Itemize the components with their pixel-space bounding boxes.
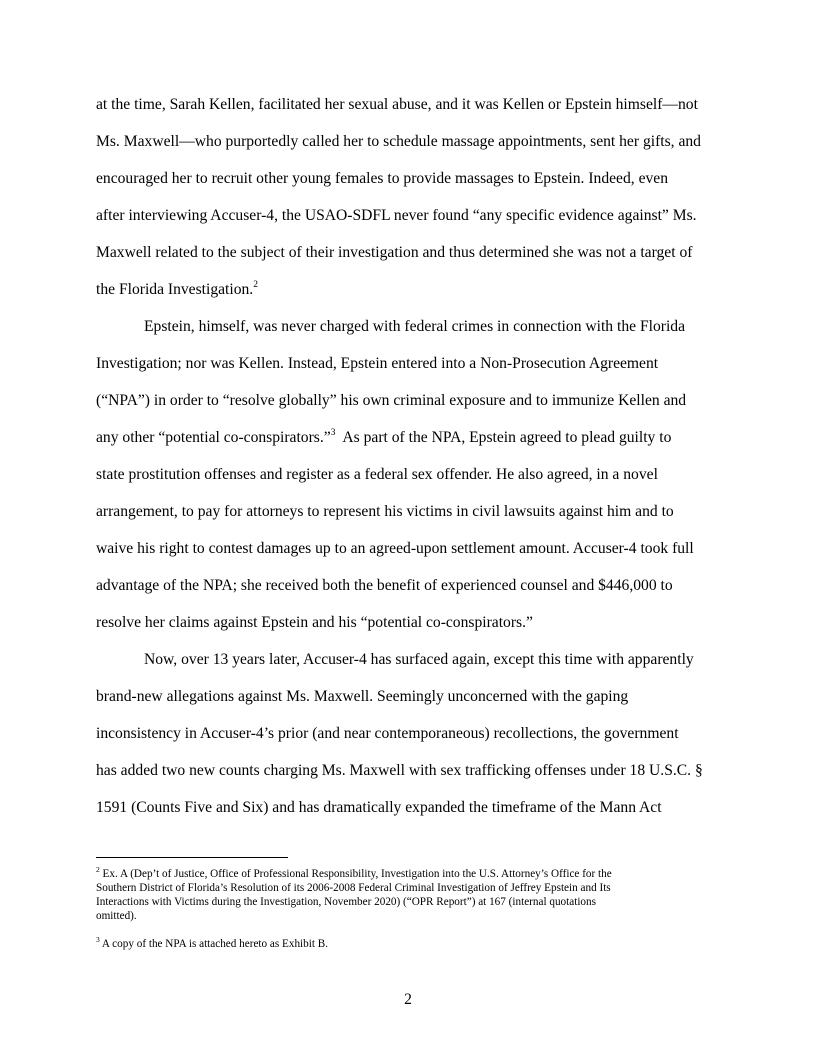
body-line: has added two new counts charging Ms. Maxwell with sex trafficking offenses under 18 U.S.C. § [96,762,703,779]
body-line: at the time, Sarah Kellen, facilitated her sexual abuse, and it was Kellen or Epstein himself—not [96,96,698,113]
body-line [96,428,736,448]
footnote-2 [96,867,736,881]
footnote-text: Ex. A (Dep’t of Justice, Office of Professional Responsibility, Investigation into the U.S. Attorney’s Office for the [99,868,612,880]
body-line: advantage of the NPA; she received both the benefit of experienced counsel and $446,000 to [96,577,673,594]
page-number: 2 [404,991,412,1008]
body-line: (“NPA”) in order to “resolve globally” his own criminal exposure and to immunize Kellen and [96,392,687,409]
body-line: resolve her claims against Epstein and his “potential co-conspirators.” [96,614,533,631]
footnote-divider [96,857,288,858]
body-line: arrangement, to pay for attorneys to represent his victims in civil lawsuits against him and to [96,503,674,520]
body-line: Maxwell related to the subject of their investigation and thus determined she was not a target of [96,244,693,261]
body-line: Now, over 13 years later, Accuser-4 has surfaced again, except this time with apparently [144,651,694,668]
body-line: Ms. Maxwell—who purportedly called her to schedule massage appointments, sent her gifts, and [96,133,701,150]
body-text: As part of the NPA, Epstein agreed to plead guilty to [335,429,672,446]
body-line: 1591 (Counts Five and Six) and has dramatically expanded the timeframe of the Mann Act [96,799,662,816]
body-line [96,280,736,300]
footnote-text: omitted). [96,910,137,922]
body-line: brand-new allegations against Ms. Maxwell. Seemingly unconcerned with the gaping [96,688,629,705]
body-line: encouraged her to recruit other young females to provide massages to Epstein. Indeed, even [96,170,669,187]
footnote-text: Interactions with Victims during the Investigation, November 2020) (“OPR Report”) at 167 (internal quotations [96,896,596,908]
footnote-ref-2: 2 [253,280,258,290]
body-line: state prostitution offenses and register as a federal sex offender. He also agreed, in a novel [96,466,658,483]
footnote-marker: 3 [96,935,100,944]
footnote-text: Southern District of Florida’s Resolution of its 2006-2008 Federal Criminal Investigation of Jeffrey Epstein and Its [96,882,611,894]
footnote-3 [96,937,736,951]
body-line: after interviewing Accuser-4, the USAO-SDFL never found “any specific evidence against” Ms. [96,207,697,224]
body-text: the Florida Investigation. [96,281,254,298]
footnote-marker: 2 [96,865,100,874]
footnote-ref-3: 3 [330,428,336,438]
footnote-text: A copy of the NPA is attached hereto as Exhibit B. [99,938,329,950]
body-text: any other “potential co-conspirators.” [96,429,331,446]
body-line: waive his right to contest damages up to an agreed-upon settlement amount. Accuser-4 took full [96,540,694,557]
body-line: inconsistency in Accuser-4’s prior (and near contemporaneous) recollections, the government [96,725,679,742]
body-line: Epstein, himself, was never charged with federal crimes in connection with the Florida [144,318,685,335]
body-line: Investigation; nor was Kellen. Instead, Epstein entered into a Non-Prosecution Agreement [96,355,659,372]
